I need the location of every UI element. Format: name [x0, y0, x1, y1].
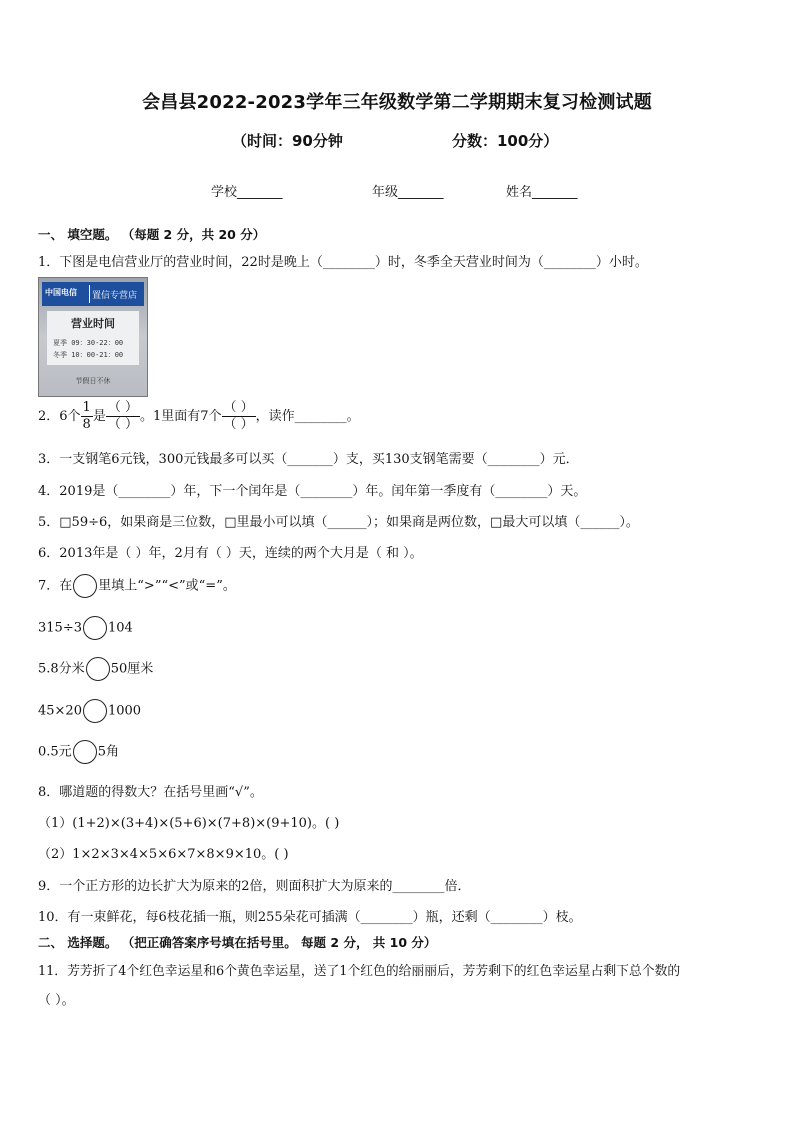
store-name: 置信专营店	[92, 291, 138, 301]
blank-numerator: （ ）	[107, 400, 138, 415]
compare-item-3	[38, 699, 141, 723]
compare-right: 1000	[107, 703, 142, 719]
question-4: 4．2019是（________）年，下一个闰年是（________）年。闰年第一季度有（________）天。	[38, 484, 587, 499]
name-field: 姓名_______	[506, 185, 578, 200]
question-3: 3．一支钢笔6元钱，300元钱最多可以买（_______）支，买130支钢笔需要（________）元．	[38, 452, 579, 467]
exam-score: 分数：100分）	[452, 132, 559, 150]
compare-left: 5.8分米	[38, 661, 85, 677]
fraction-blank-1	[106, 400, 140, 433]
grade-field: 年级_______	[372, 185, 444, 200]
compare-right: 5角	[97, 744, 119, 760]
sign-footer: 节假日不休	[75, 377, 111, 385]
page-title: 会昌县2022-2023学年三年级数学第二学期期末复习检测试题	[142, 92, 652, 113]
summer-hours: 夏季 09：30-22：00	[53, 339, 124, 347]
compare-circle[interactable]	[86, 657, 110, 681]
sign-banner	[42, 282, 144, 306]
question-8-option-1: （1）(1+2)×(3+4)×(5+6)×(7+8)×(9+10)。( )	[38, 816, 340, 831]
q7-text-a: 7．在	[38, 578, 73, 594]
compare-circle[interactable]	[73, 574, 97, 598]
compare-right: 104	[107, 620, 133, 636]
q2-text-c: 。1里面有7个	[139, 409, 222, 424]
question-2	[38, 400, 360, 433]
question-7	[38, 574, 236, 598]
compare-circle[interactable]	[83, 699, 107, 723]
blank-denominator: （ ）	[107, 417, 138, 432]
sign-panel	[47, 311, 139, 365]
school-field: 学校_______	[211, 185, 283, 200]
compare-left: 0.5元	[38, 744, 72, 760]
q2-text-d: ，读作________。	[255, 409, 360, 424]
fraction-numerator: 1	[82, 400, 91, 415]
fraction-blank-2	[222, 400, 256, 433]
question-1: 1．下图是电信营业厅的营业时间，22时是晚上（________）时，冬季全天营业时间为（________）小时。	[38, 255, 648, 270]
compare-left: 45×20	[38, 703, 82, 719]
blank-numerator: （ ）	[223, 400, 254, 415]
section-heading-fill: 一、 填空题。 （每题 2 分，共 20 分）	[38, 227, 266, 242]
compare-circle[interactable]	[73, 740, 97, 764]
compare-right: 50厘米	[110, 661, 154, 677]
fraction-denominator: 8	[82, 417, 91, 432]
blank-denominator: （ ）	[223, 417, 254, 432]
question-8-option-2: （2）1×2×3×4×5×6×7×8×9×10。( )	[38, 847, 289, 862]
winter-hours: 冬季 10：00-21：00	[53, 351, 124, 359]
question-9: 9．一个正方形的边长扩大为原来的2倍，则面积扩大为原来的________倍．	[38, 879, 471, 894]
sign-divider	[89, 285, 90, 303]
fraction-one-eighth	[81, 400, 93, 433]
question-5: 5．□59÷6，如果商是三位数，□里最小可以填（______）；如果商是两位数，□最大可以填（______）。	[38, 515, 639, 530]
exam-time: （时间：90分钟	[232, 132, 343, 150]
telecom-logo: 中国电信	[45, 288, 77, 297]
question-11-blank: （ ）。	[38, 993, 75, 1008]
compare-circle[interactable]	[83, 616, 107, 640]
compare-item-1	[38, 616, 133, 640]
question-8: 8．哪道题的得数大？在括号里画“√”。	[38, 785, 263, 800]
sign-heading: 营业时间	[71, 317, 115, 330]
q7-text-b: 里填上“>”“<”或“=”。	[98, 578, 236, 594]
q2-text-b: 是	[92, 409, 106, 424]
section-heading-choice: 二、 选择题。 （把正确答案序号填在括号里。 每题 2 分， 共 10 分）	[38, 935, 437, 950]
question-10: 10．有一束鲜花，每6枝花插一瓶，则255朵花可插满（________）瓶，还剩（________）枝。	[38, 910, 582, 925]
q2-text-a: 2．6个	[38, 409, 81, 424]
compare-left: 315÷3	[38, 620, 82, 636]
business-hours-photo	[38, 277, 148, 397]
compare-item-2	[38, 657, 153, 681]
compare-item-4	[38, 740, 119, 764]
question-11: 11．芳芳折了4个红色幸运星和6个黄色幸运星，送了1个红色的给丽丽后，芳芳剩下的红色幸运星占剩下总个数的	[38, 964, 681, 979]
question-6: 6．2013年是（ ）年，2月有（ ）天，连续的两个大月是（ 和 ）。	[38, 546, 423, 561]
